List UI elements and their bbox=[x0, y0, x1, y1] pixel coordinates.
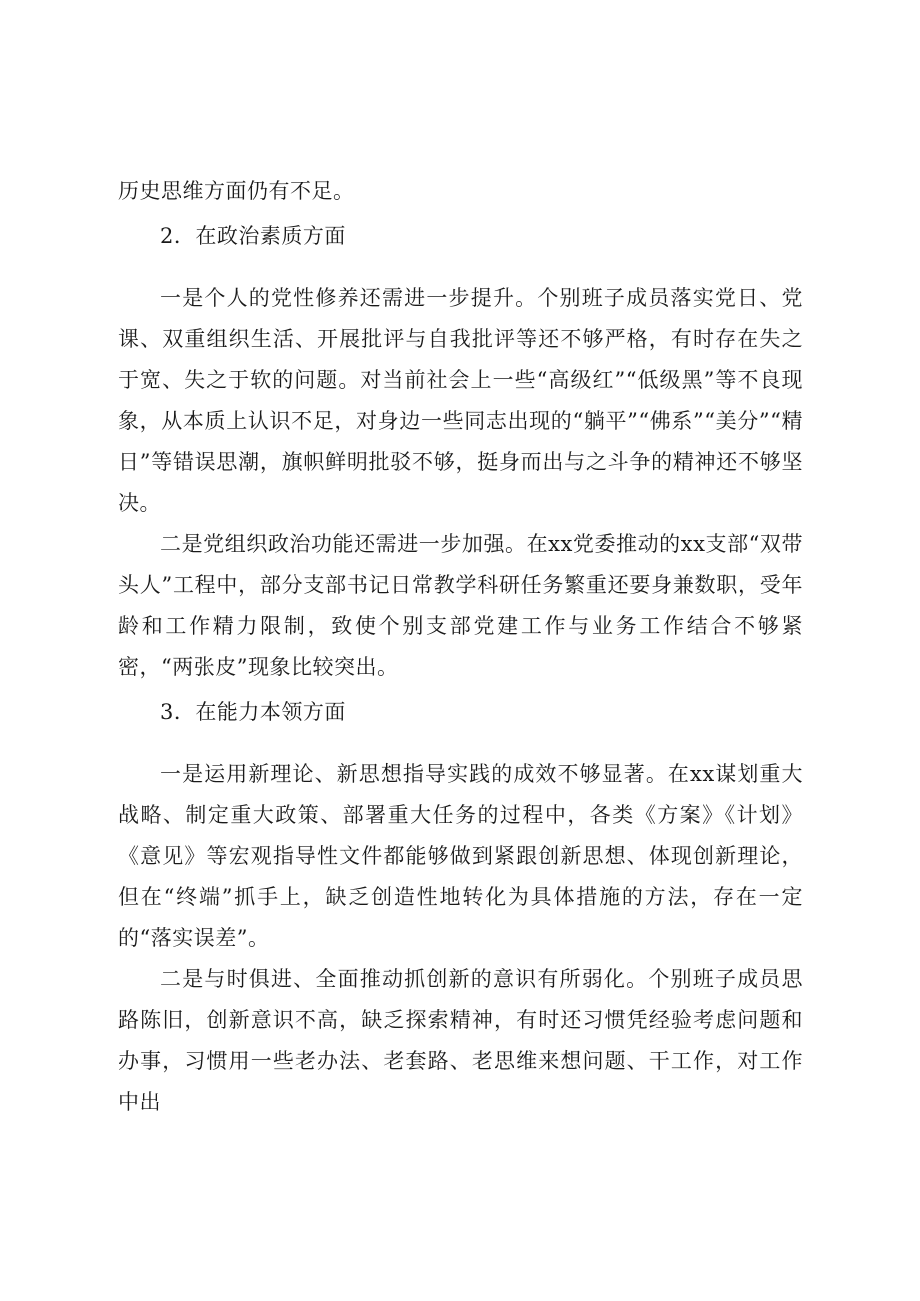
continuation-paragraph: 历史思维方面仍有不足。 bbox=[118, 179, 355, 203]
section-3-paragraph-2: 二是与时俱进、全面推动抓创新的意识有所弱化。个别班子成员思路陈旧，创新意识不高，缺乏探索精神，有时还习惯凭经验考虑问题和办事，习惯用一些老办法、老套路、老思维来想问题、干工作，对工作中出 bbox=[118, 967, 803, 1114]
section-2-paragraph-2: 二是党组织政治功能还需进一步加强。在xx党委推动的xx支部“双带头人”工程中，部分支部书记日常教学科研任务繁重还要身兼数职，受年龄和工作精力限制，致使个别支部党建工作与业务工作结合不够紧密，“两张皮”现象比较突出。 bbox=[118, 532, 803, 679]
section-2-heading: 2．在政治素质方面 bbox=[160, 224, 346, 248]
spacer bbox=[118, 257, 803, 278]
section-3-heading: 3．在能力本领方面 bbox=[160, 700, 346, 724]
document-body bbox=[118, 171, 803, 1123]
spacer bbox=[118, 733, 803, 754]
section-2-paragraph-1: 一是个人的党性修养还需进一步提升。个别班子成员落实党日、党课、双重组织生活、开展批评与自我批评等还不够严格，有时存在失之于宽、失之于软的问题。对当前社会上一些“高级红”“低级黑”等不良现象，从本质上认识不足，对身边一些同志出现的“躺平”“佛系”“美分”“精日”等错误思潮，旗帜鲜明批驳不够，挺身而出与之斗争的精神还不够坚决。 bbox=[118, 286, 803, 515]
section-3-paragraph-1: 一是运用新理论、新思想指导实践的成效不够显著。在xx谋划重大战略、制定重大政策、部署重大任务的过程中，各类《方案》《计划》《意见》等宏观指导性文件都能够做到紧跟创新思想、体现创新理论，但在“终端”抓手上，缺乏创造性地转化为具体措施的方法，存在一定的“落实误差”。 bbox=[118, 762, 803, 950]
